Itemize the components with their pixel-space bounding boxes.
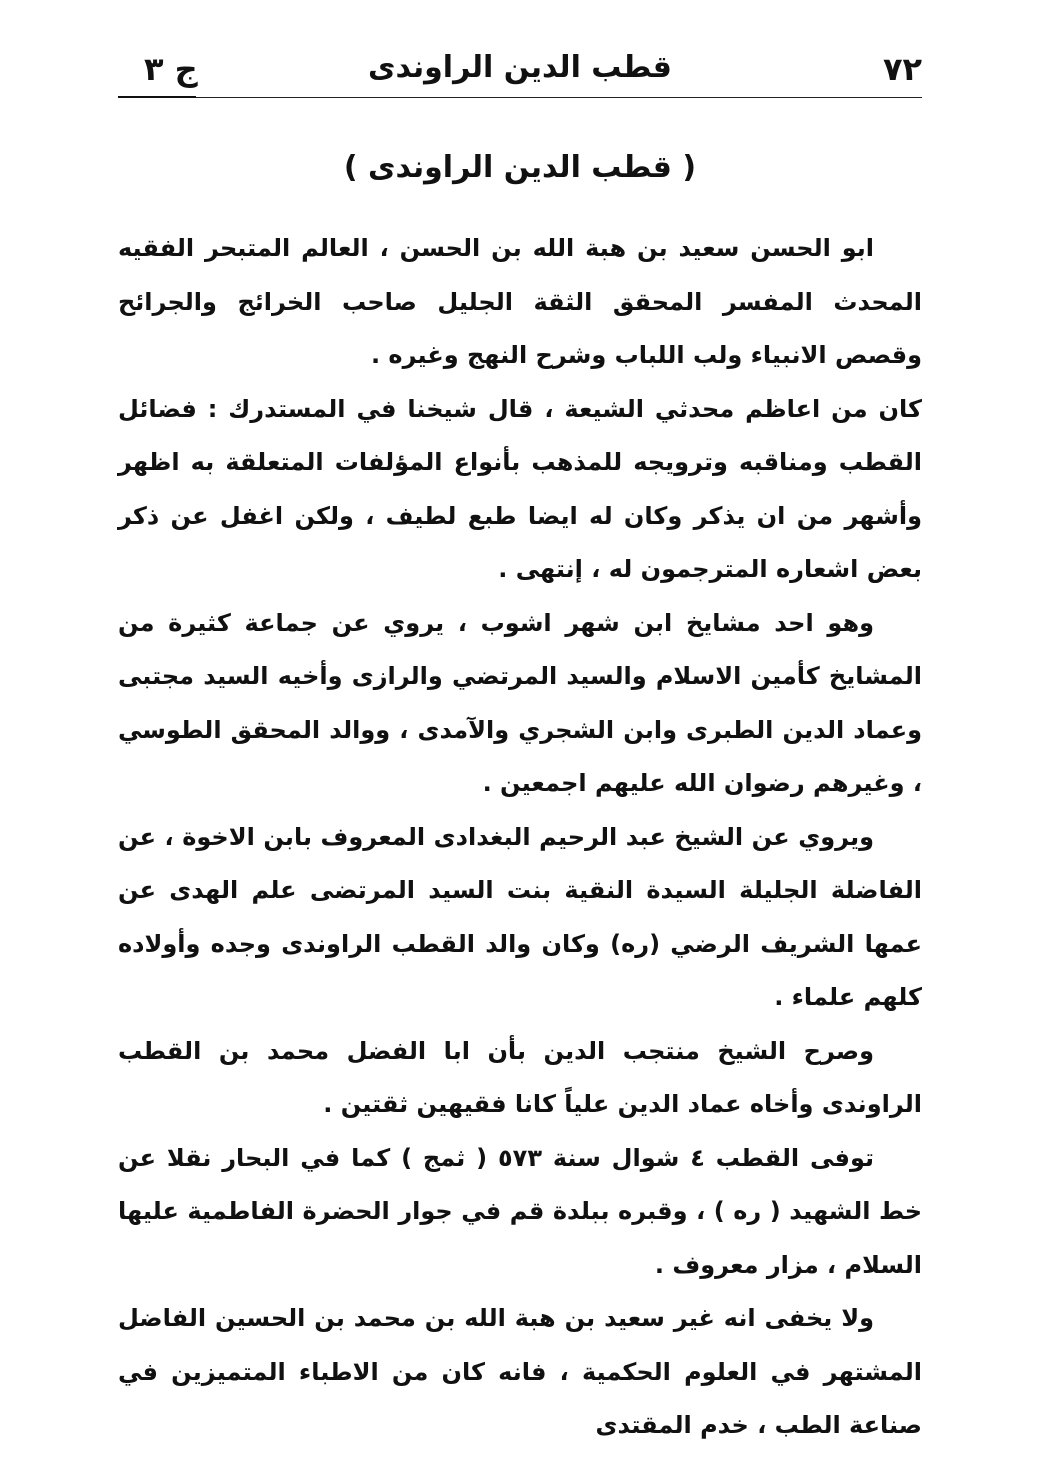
paragraph-4: ويروي عن الشيخ عبد الرحيم البغدادى المعروف بابن الاخوة ، عن الفاضلة الجليلة السيدة النقية بنت السيد المرتضى علم الهدى عن عمها الشريف الرضي (ره) وكان والد القطب الراوندى وجده وأولاده كلهم علماء . — [118, 822, 922, 1011]
page-header — [118, 46, 922, 102]
paragraph-7: ولا يخفى انه غير سعيد بن هبة الله بن محمد بن الحسين الفاضل المشتهر في العلوم الحكمية ، فانه كان من الاطباء المتميزين في صناعة الطب ، خدم المقتدى — [118, 1304, 922, 1439]
body-text — [118, 222, 922, 1453]
page-number: ٧٢ — [882, 50, 922, 88]
header-divider-accent — [118, 96, 196, 98]
section-title: ( قطب الدين الراوندى ) — [343, 150, 697, 185]
paragraph-6: توفى القطب ٤ شوال سنة ٥٧٣ ( ثمج ) كما في البحار نقلا عن خط الشهيد ( ره ) ، وقبره ببلدة قم في جوار الحضرة الفاطمية عليها السلام ، مزار معروف . — [118, 1143, 922, 1279]
paragraph-5: وصرح الشيخ منتجب الدين بأن ابا الفضل محمد بن القطب الراوندى وأخاه عماد الدين علياً كانا فقيهين ثقتين . — [118, 1036, 922, 1118]
paragraph-1: ابو الحسن سعيد بن هبة الله بن الحسن ، العالم المتبحر الفقيه المحدث المفسر المحقق الثقة الجليل صاحب الخرائج والجرائح وقصص الانبياء ولب اللباب وشرح النهج وغيره . — [118, 234, 922, 369]
running-title: قطب الدين الراوندى — [368, 50, 672, 85]
paragraph-3: وهو احد مشايخ ابن شهر اشوب ، يروي عن جماعة كثيرة من المشايخ كأمين الاسلام والسيد المرتضي والرازى وأخيه السيد مجتبى وعماد الدين الطبرى وابن الشجري والآمدى ، ووالد المحقق الطوسي ، وغيرهم رضوان الله عليهم اجمعين . — [118, 608, 922, 797]
paragraph-2: كان من اعاظم محدثي الشيعة ، قال شيخنا في المستدرك : فضائل القطب ومناقبه وترويجه للمذهب بأنواع المؤلفات المتعلقة به اظهر وأشهر من ان يذكر وكان له ايضا طبع لطيف ، ولكن اغفل عن ذكر بعض اشعاره المترجمون له ، إنتهى . — [118, 394, 922, 583]
volume-label: ج ٣ — [144, 50, 198, 88]
header-divider — [118, 97, 922, 98]
